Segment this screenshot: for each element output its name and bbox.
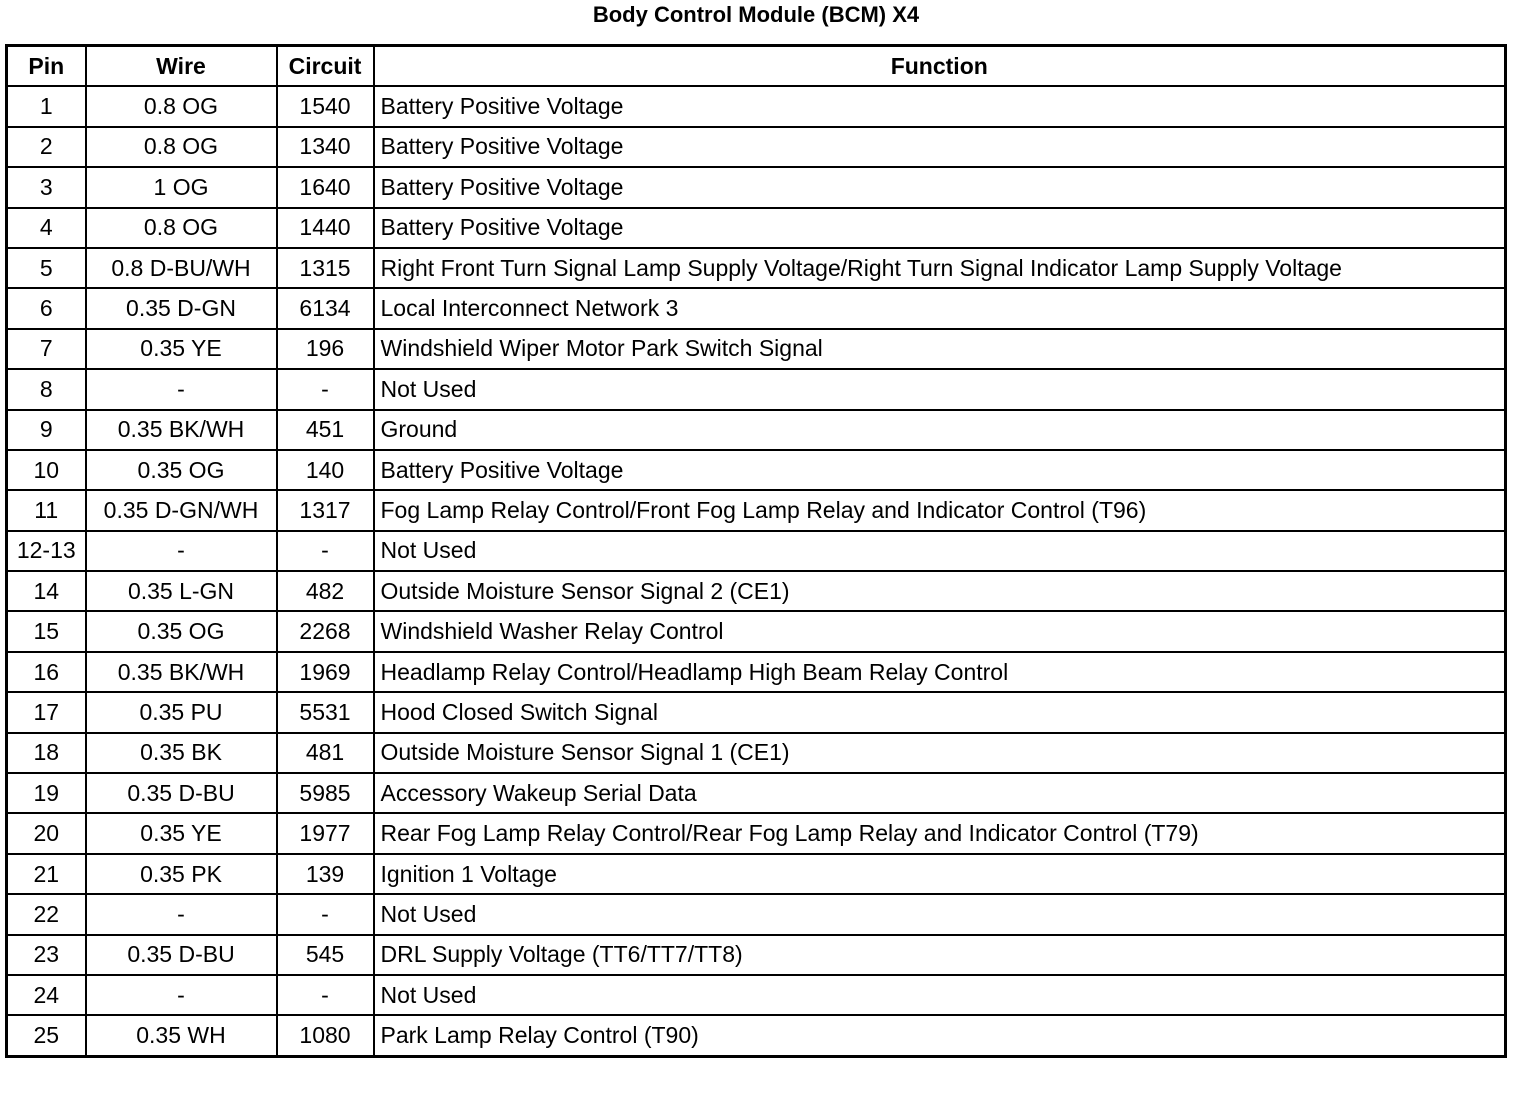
cell-wire: - (86, 531, 277, 571)
cell-function: Accessory Wakeup Serial Data (374, 773, 1506, 813)
cell-function: Not Used (374, 531, 1506, 571)
cell-pin: 21 (7, 854, 86, 894)
table-row (7, 208, 1506, 248)
cell-function: Local Interconnect Network 3 (374, 288, 1506, 328)
cell-circuit: 1640 (277, 167, 374, 207)
cell-function: Battery Positive Voltage (374, 450, 1506, 490)
cell-wire: 0.35 OG (86, 450, 277, 490)
cell-wire: 0.8 D-BU/WH (86, 248, 277, 288)
table-row (7, 894, 1506, 934)
cell-circuit: - (277, 975, 374, 1015)
cell-circuit: - (277, 369, 374, 409)
table-body (7, 86, 1506, 1056)
cell-pin: 23 (7, 935, 86, 975)
cell-circuit: 5985 (277, 773, 374, 813)
cell-function: Outside Moisture Sensor Signal 1 (CE1) (374, 733, 1506, 773)
cell-circuit: 482 (277, 571, 374, 611)
cell-wire: 0.35 D-GN (86, 288, 277, 328)
table-row (7, 813, 1506, 853)
cell-circuit: 1315 (277, 248, 374, 288)
cell-wire: 0.8 OG (86, 208, 277, 248)
cell-pin: 17 (7, 692, 86, 732)
cell-wire: 0.35 D-BU (86, 773, 277, 813)
cell-wire: - (86, 975, 277, 1015)
cell-wire: - (86, 369, 277, 409)
cell-function: Windshield Washer Relay Control (374, 611, 1506, 651)
cell-wire: 1 OG (86, 167, 277, 207)
cell-circuit: 1540 (277, 86, 374, 126)
table-row (7, 854, 1506, 894)
cell-function: Hood Closed Switch Signal (374, 692, 1506, 732)
cell-pin: 20 (7, 813, 86, 853)
cell-wire: - (86, 894, 277, 934)
cell-wire: 0.35 D-GN/WH (86, 490, 277, 530)
cell-function: Ground (374, 410, 1506, 450)
cell-circuit: 5531 (277, 692, 374, 732)
cell-circuit: 1317 (277, 490, 374, 530)
cell-function: Fog Lamp Relay Control/Front Fog Lamp Relay and Indicator Control (T96) (374, 490, 1506, 530)
table-row (7, 248, 1506, 288)
cell-pin: 16 (7, 652, 86, 692)
cell-pin: 5 (7, 248, 86, 288)
cell-function: Not Used (374, 975, 1506, 1015)
cell-pin: 4 (7, 208, 86, 248)
cell-wire: 0.35 YE (86, 813, 277, 853)
table-row (7, 733, 1506, 773)
cell-circuit: - (277, 531, 374, 571)
cell-pin: 1 (7, 86, 86, 126)
cell-circuit: 139 (277, 854, 374, 894)
column-header-pin: Pin (7, 46, 86, 87)
cell-function: Battery Positive Voltage (374, 86, 1506, 126)
cell-wire: 0.35 BK/WH (86, 652, 277, 692)
cell-wire: 0.8 OG (86, 86, 277, 126)
cell-wire: 0.35 BK (86, 733, 277, 773)
cell-wire: 0.35 PU (86, 692, 277, 732)
table-row (7, 571, 1506, 611)
cell-function: Battery Positive Voltage (374, 208, 1506, 248)
cell-function: DRL Supply Voltage (TT6/TT7/TT8) (374, 935, 1506, 975)
cell-function: Not Used (374, 369, 1506, 409)
cell-wire: 0.35 D-BU (86, 935, 277, 975)
pinout-table (5, 44, 1507, 1058)
cell-circuit: 1080 (277, 1015, 374, 1056)
cell-function: Not Used (374, 894, 1506, 934)
cell-circuit: 2268 (277, 611, 374, 651)
cell-pin: 9 (7, 410, 86, 450)
cell-circuit: 196 (277, 329, 374, 369)
cell-wire: 0.35 L-GN (86, 571, 277, 611)
header-row (7, 46, 1506, 87)
table-row (7, 450, 1506, 490)
cell-pin: 2 (7, 127, 86, 167)
column-header-circuit: Circuit (277, 46, 374, 87)
cell-pin: 12-13 (7, 531, 86, 571)
table-row (7, 975, 1506, 1015)
cell-pin: 10 (7, 450, 86, 490)
table-row (7, 611, 1506, 651)
cell-circuit: 1340 (277, 127, 374, 167)
cell-pin: 24 (7, 975, 86, 1015)
cell-wire: 0.35 BK/WH (86, 410, 277, 450)
cell-function: Battery Positive Voltage (374, 167, 1506, 207)
cell-pin: 8 (7, 369, 86, 409)
cell-wire: 0.35 YE (86, 329, 277, 369)
cell-circuit: 6134 (277, 288, 374, 328)
table-row (7, 329, 1506, 369)
cell-pin: 18 (7, 733, 86, 773)
table-row (7, 369, 1506, 409)
cell-function: Rear Fog Lamp Relay Control/Rear Fog Lamp Relay and Indicator Control (T79) (374, 813, 1506, 853)
cell-wire: 0.35 PK (86, 854, 277, 894)
cell-circuit: 1440 (277, 208, 374, 248)
cell-function: Ignition 1 Voltage (374, 854, 1506, 894)
cell-pin: 19 (7, 773, 86, 813)
cell-pin: 3 (7, 167, 86, 207)
table-row (7, 490, 1506, 530)
cell-circuit: 1969 (277, 652, 374, 692)
cell-circuit: - (277, 894, 374, 934)
cell-pin: 15 (7, 611, 86, 651)
cell-function: Right Front Turn Signal Lamp Supply Voltage/Right Turn Signal Indicator Lamp Supply Voltage (374, 248, 1506, 288)
cell-pin: 11 (7, 490, 86, 530)
column-header-wire: Wire (86, 46, 277, 87)
cell-circuit: 140 (277, 450, 374, 490)
cell-circuit: 451 (277, 410, 374, 450)
table-row (7, 86, 1506, 126)
table-row (7, 167, 1506, 207)
cell-circuit: 1977 (277, 813, 374, 853)
cell-circuit: 545 (277, 935, 374, 975)
cell-pin: 22 (7, 894, 86, 934)
cell-pin: 7 (7, 329, 86, 369)
table-row (7, 531, 1506, 571)
table-row (7, 935, 1506, 975)
cell-wire: 0.8 OG (86, 127, 277, 167)
cell-function: Headlamp Relay Control/Headlamp High Beam Relay Control (374, 652, 1506, 692)
table-row (7, 1015, 1506, 1056)
table-row (7, 652, 1506, 692)
cell-circuit: 481 (277, 733, 374, 773)
page-title: Body Control Module (BCM) X4 (592, 2, 920, 27)
table-row (7, 288, 1506, 328)
cell-function: Outside Moisture Sensor Signal 2 (CE1) (374, 571, 1506, 611)
cell-function: Windshield Wiper Motor Park Switch Signal (374, 329, 1506, 369)
table-row (7, 410, 1506, 450)
cell-function: Battery Positive Voltage (374, 127, 1506, 167)
cell-wire: 0.35 OG (86, 611, 277, 651)
cell-wire: 0.35 WH (86, 1015, 277, 1056)
cell-function: Park Lamp Relay Control (T90) (374, 1015, 1506, 1056)
column-header-function: Function (374, 46, 1506, 87)
table-row (7, 127, 1506, 167)
cell-pin: 6 (7, 288, 86, 328)
table-row (7, 692, 1506, 732)
cell-pin: 14 (7, 571, 86, 611)
cell-pin: 25 (7, 1015, 86, 1056)
table-row (7, 773, 1506, 813)
